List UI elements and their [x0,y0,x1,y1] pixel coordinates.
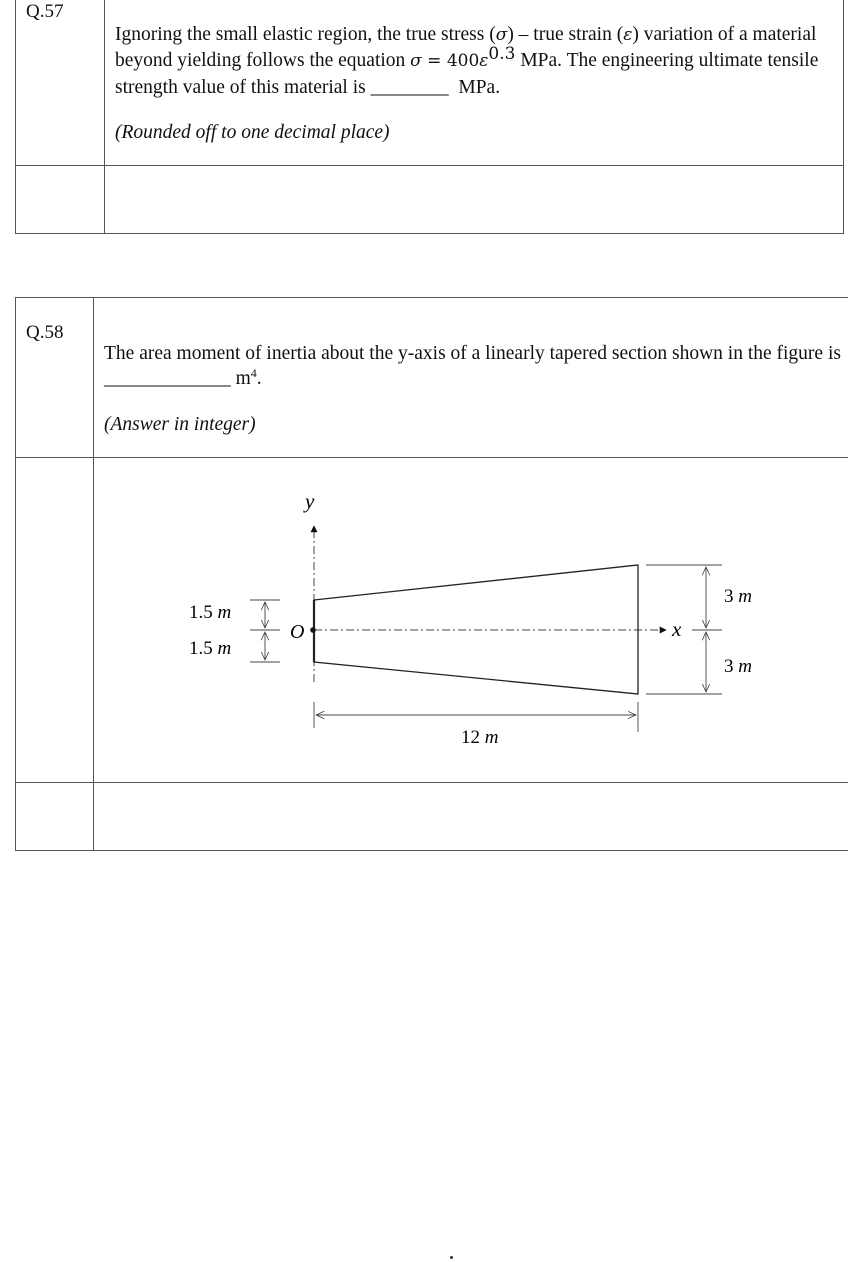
length-dimension-label: 12 m [461,726,499,748]
answer-number-cell [16,165,105,233]
answer-number-cell [16,782,94,850]
x-axis [314,617,682,641]
question-text: Ignoring the small elastic region, the true stress (σ) – true strain (ε) variation of a material beyond yielding follows the equation $\sigma = 400\varepsilon^{0.3}$ MPa. The engineering ultimate tensile strength value of this material is ________ MPa. [115,23,819,98]
length-dimension [314,702,638,748]
question-text: The area moment of inertia about the y-axis of a linearly tapered section shown in the figure is _____________ $m^4$. [104,342,841,389]
figure-number-cell [16,457,94,782]
right-upper-dimension: 3 m [724,585,752,607]
answer-cell [94,782,848,850]
y-axis-label: y [305,488,315,513]
question-number: Q.57 [16,0,105,165]
question-number: Q.58 [16,298,94,458]
left-upper-dimension: 1.5 m [189,601,232,623]
answer-blank: _____________ [104,368,231,389]
question-text-cell [105,0,844,165]
question-58-table [15,297,848,851]
x-axis-label: x [672,616,682,641]
origin-label: O [290,620,305,643]
left-dimension [189,600,280,662]
question-57-table [15,0,844,234]
answer-cell [105,165,844,233]
left-lower-dimension: 1.5 m [189,637,232,659]
tapered-section-figure [94,458,848,782]
answer-blank: ________ [370,76,449,98]
page-mark [450,1256,453,1259]
figure-cell [94,457,848,782]
origin-point [310,627,316,633]
question-text-cell [94,298,848,458]
right-lower-dimension: 3 m [724,655,752,677]
answer-note: (Rounded off to one decimal place) [115,121,390,143]
answer-note: (Answer in integer) [104,413,256,435]
